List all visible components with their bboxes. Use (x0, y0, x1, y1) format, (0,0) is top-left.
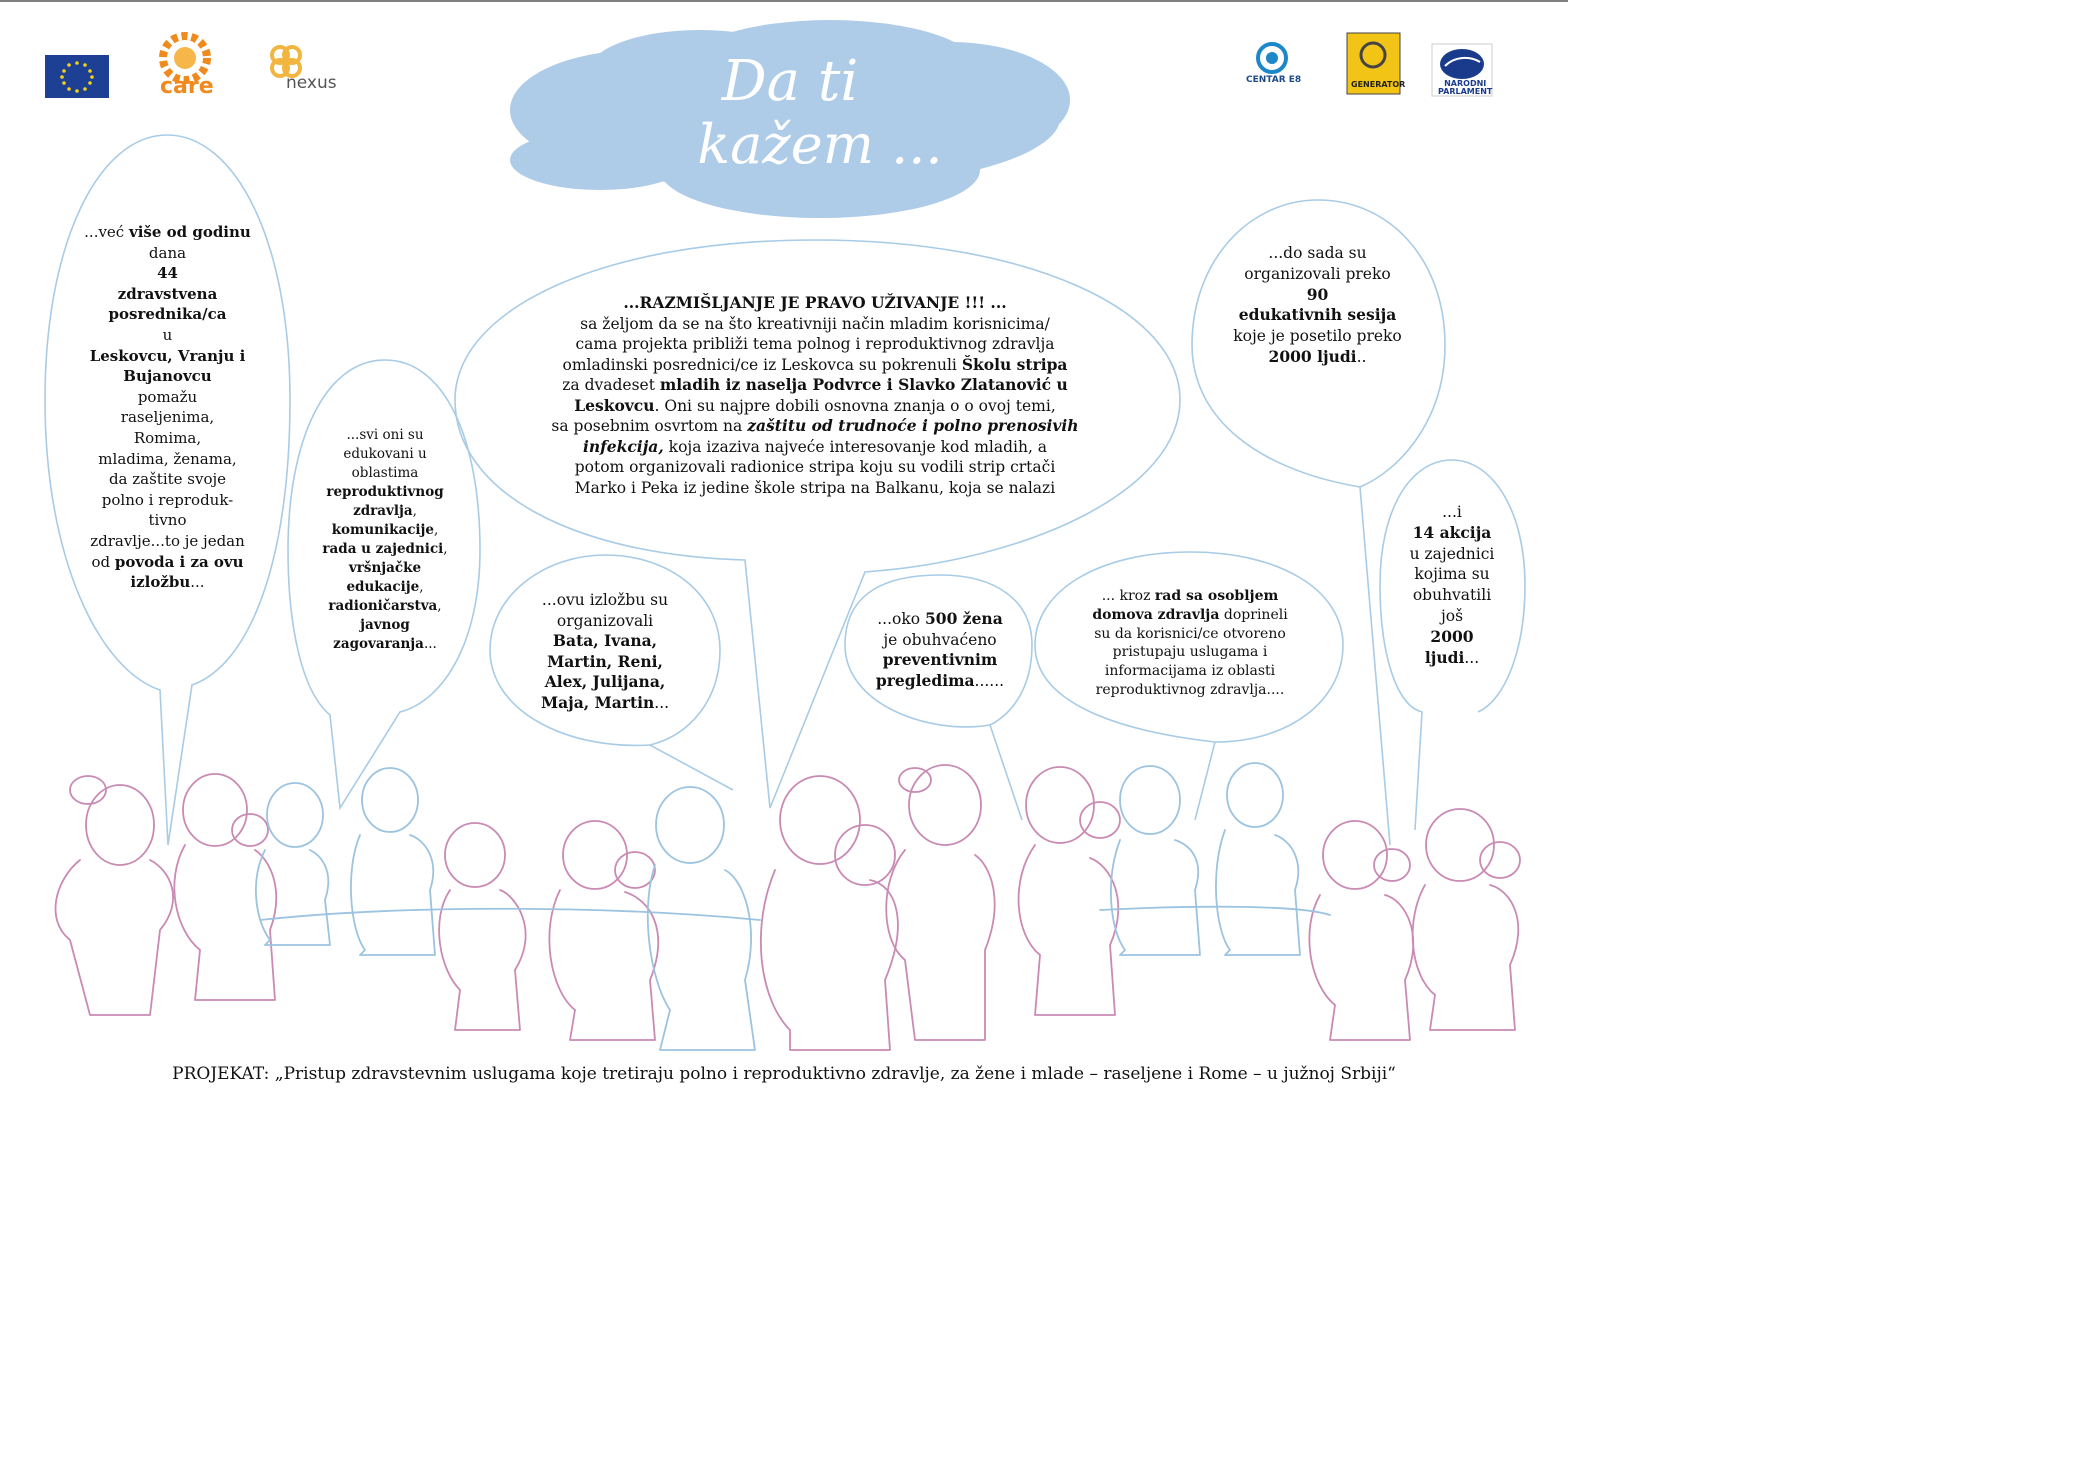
figure-pink-3 (439, 823, 526, 1030)
centar-e8-logo-icon (1258, 44, 1286, 72)
figure-blue-5 (1216, 763, 1300, 955)
parlament-line1: NARODNI (1444, 79, 1487, 88)
title-line2: kažem ... (697, 113, 943, 176)
bubble-health-text: ... kroz rad sa osobljem domova zdravlja doprineli su da korisnici/ce otvoreno pristupaju uslugama i informacijama iz oblasti reproduktivnog zdravlja.... (1092, 588, 1288, 698)
figure-pink-9 (1413, 809, 1520, 1030)
bubble-center-text: ...RAZMIŠLJANJE JE PRAVO UŽIVANJE !!! ... sa željom da se na što kreativniji način mladim korisnicima/ cama projekta približi tema polnog i reproduktivnog zdravlja omladinski posrednici/ce iz Leskovca su pokrenuli Školu stripa za dvadeset mladih iz naselja Podvrce i Slavko Zlatanović u Leskovcu. Oni su najpre dobili osnovna znanja o o ovoj temi, sa posebnim osvrtom na zaštitu od trudnoće i polno prenosivih infekcija, koja izaziva najveće interesovanje kod mladih, a potom organizovali radionice stripa koju su vodili strip crtači Marko i Peka iz jedine škole stripa na Balkanu, koja se nalazi (530, 293, 1100, 498)
nexus-logo-icon (272, 47, 300, 76)
figure-pink-4 (549, 821, 658, 1040)
crowd-base-line (260, 907, 1330, 920)
figures-crowd (56, 763, 1520, 1050)
figure-pink-7 (1019, 767, 1120, 1015)
bubble-left-tall-text: ...već više od godinu dana 44 zdravstvena posrednika/ca u Leskovcu, Vranju i Bujanovcu pomažu raseljenima, Romima, mladima, ženama, da zaštite svoje polno i reproduk- tivno zdravlje...to je jedan od povoda i za ovu izložbu... (84, 223, 251, 592)
bubble-left-small-text: ...svi oni su edukovani u oblastima reproduktivnog zdravlja, komunikacije, rada u zajednici, vršnjačke edukacije, radioničarstva, javnog zagovaranja... (322, 427, 448, 652)
figure-pink-2 (174, 774, 276, 1000)
parlament-line2: PARLAMENT (1438, 87, 1493, 96)
figure-blue-4 (1111, 766, 1200, 955)
project-footer: PROJEKAT: „Pristup zdravstevnim uslugama koje tretiraju polno i reproduktivno zdravlje, za žene i mlade – raseljene i Rome – u južnoj Srbiji“ (172, 1064, 1396, 1084)
bubble-organizers-text: ...ovu izložbu su organizovali Bata, Ivana, Martin, Reni, Alex, Julijana, Maja, Martin... (540, 591, 670, 712)
title-line1: Da ti (721, 49, 859, 114)
centar-e8-logo-text: CENTAR E8 (1246, 75, 1302, 85)
bubble-actions-text: ...i 14 akcija u zajednici kojima su obuhvatili još 2000 ljudi... (1409, 503, 1495, 667)
figure-pink-6 (886, 765, 994, 1040)
nexus-logo-text: nexus (286, 73, 337, 93)
eu-flag-icon (45, 55, 109, 98)
bubble-women-text: ...oko 500 žena je obuhvaćeno preventivnim pregledima...... (875, 609, 1005, 690)
narodni-parlament-logo-text (1438, 80, 1492, 96)
figure-pink-5 (761, 776, 898, 1050)
figure-pink-8 (1309, 821, 1413, 1040)
generator-logo-text: GENERATOR (1351, 80, 1406, 89)
center-heading: ...RAZMIŠLJANJE JE PRAVO UŽIVANJE !!! ... (623, 293, 1007, 312)
care-logo-text: care (160, 74, 214, 99)
bubble-sessions-text: ...do sada su organizovali preko 90 edukativnih sesija koje je posetilo preko 2000 ljudi.. (1233, 244, 1402, 366)
figure-blue-2 (351, 768, 435, 955)
figure-pink-1 (56, 776, 174, 1015)
poster-title (610, 50, 970, 176)
